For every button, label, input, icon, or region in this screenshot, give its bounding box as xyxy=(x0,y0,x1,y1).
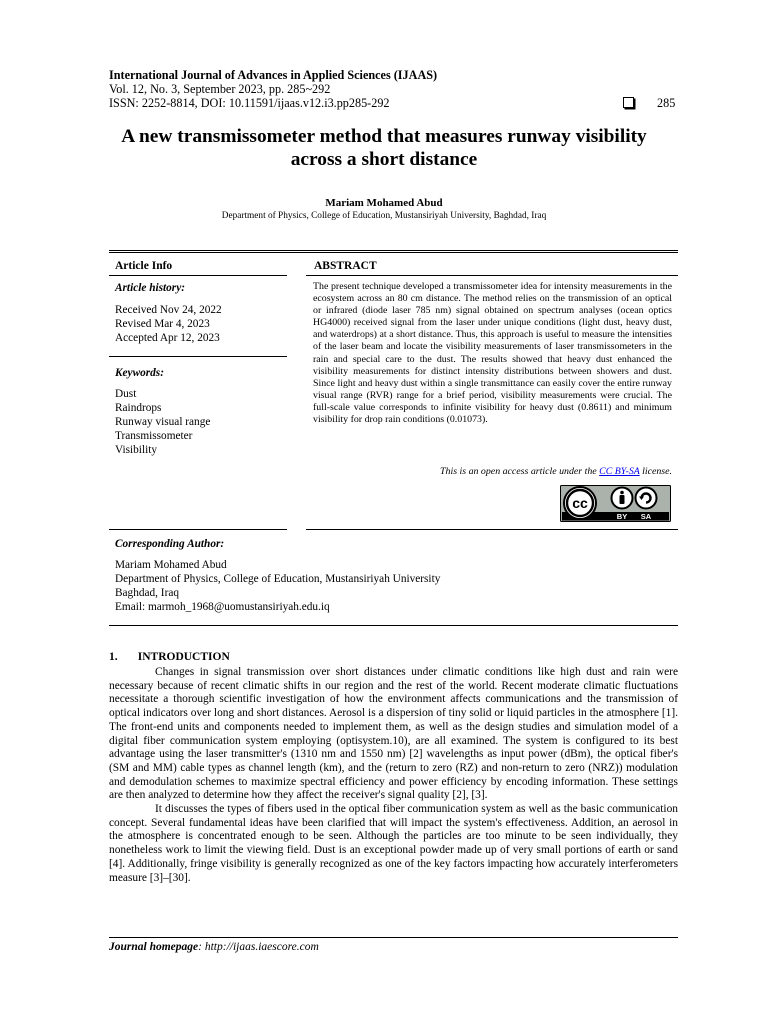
title-line-1: A new transmissometer method that measures runway visibility xyxy=(121,126,647,147)
accepted-date: Accepted Apr 12, 2023 xyxy=(115,332,220,344)
license-link[interactable]: CC BY-SA xyxy=(599,466,640,477)
abstract-heading: ABSTRACT xyxy=(314,260,377,272)
svg-text:cc: cc xyxy=(572,495,588,511)
journal-homepage xyxy=(109,941,319,953)
section-heading-introduction: 1. INTRODUCTION xyxy=(109,651,230,663)
info-bottom-rule xyxy=(109,529,287,530)
creative-commons-icon xyxy=(560,485,671,522)
author-affiliation: Department of Physics, College of Education, Mustansiriyah University, Baghdad, Iraq xyxy=(221,211,547,221)
abstract-text: The present technique developed a transmissometer idea for intensity measurements in the ecosystem across an 80 cm distance. The method relies on the transmission of an optical or infrared (diode laser 785 nm) signal obtained on spectrum analyses (ocean optics HG4000) received signal from the laser under unique conditions (light dust, heavy dust, and waterdrops) at a short distance. Thus, this approach is useful to measure the intensities of the laser beam and locate the visibility measurements of laser transmissometers in the rain and special care to the dust. The results showed that heavy dust enhanced the visibility measurements for distinct intensity distributions between showers and dust. Since light and heavy dust within a single transmittance can easily cover the entire runway visual range (RVR) range for a brief period, visibility measurements were crucial. The full-scale value corresponds to infinite visibility for heavy dust (0.8611) and minimum visibility for drop rain conditions (0.01073). xyxy=(313,281,672,426)
open-access-prefix: This is an open access article under the xyxy=(440,466,600,477)
corresponding-rule xyxy=(109,625,678,626)
author-name: Mariam Mohamed Abud xyxy=(325,197,443,209)
received-date: Received Nov 24, 2022 xyxy=(115,304,222,316)
corresponding-email: Email: marmoh_1968@uomustansiriyah.edu.iq xyxy=(115,601,330,613)
article-title xyxy=(90,125,678,171)
page-number: 285 xyxy=(657,96,676,110)
keyword-item: Transmissometer xyxy=(115,430,193,442)
footer-label: Journal homepage xyxy=(109,941,199,953)
info-heading-rule xyxy=(109,275,287,276)
keywords-heading: Keywords: xyxy=(115,367,164,379)
introduction-body xyxy=(109,666,678,885)
journal-issn-doi: ISSN: 2252-8814, DOI: 10.11591/ijaas.v12.i3.pp285-292 xyxy=(109,96,390,110)
keyword-item: Runway visual range xyxy=(115,416,211,428)
keyword-item: Dust xyxy=(115,388,137,400)
badge-by-label: BY xyxy=(616,512,628,522)
introduction-paragraph: Changes in signal transmission over short distances under climatic conditions like high dust and rain were necessary because of recent climatic shifts in our region and the rest of the world. Recent moderate climatic fluctuations necessitate a thorough scientific investigation of how the environment affects communications and the transmission of optical indicators over long and short distances. Aerosol is a dispersion of tiny solid or liquid particles in the atmosphere [1]. The front-end units and components needed to implement them, as well as the design studies and simulation model of a digital fiber communication system employing (optisystem.10), are all examined. The system is configured to its best advantage using the laser transmitter's (1310 nm and 1550 nm) [2] wavelengths as input power (dBm), the optical fiber's (SM and MM) cable types as channel length (km), and the (return to zero (RZ) and non-return to zero (NRZ)) modulation and demodulation schemes to maximize spectral efficiency and power efficiency by encoding information. These settings are then analyzed to determine how they affect the receiver's signal quality [2], [3]. xyxy=(109,666,678,802)
article-info-heading: Article Info xyxy=(115,260,173,272)
badge-sa-label: SA xyxy=(640,512,652,522)
top-divider-2 xyxy=(109,252,678,253)
revised-date: Revised Mar 4, 2023 xyxy=(115,318,210,330)
corresponding-author-heading: Corresponding Author: xyxy=(115,538,225,550)
keyword-item: Visibility xyxy=(115,444,158,456)
cc-by-sa-badge[interactable] xyxy=(560,485,671,527)
abstract-bottom-rule xyxy=(306,529,678,530)
corresponding-name: Mariam Mohamed Abud xyxy=(115,559,227,571)
history-heading: Article history: xyxy=(115,282,185,294)
journal-name: International Journal of Advances in Applied Sciences (IJAAS) xyxy=(109,68,438,82)
corresponding-department: Department of Physics, College of Education, Mustansiriyah University xyxy=(115,573,441,585)
introduction-paragraph: It discusses the types of fibers used in the optical fiber communication system as well as the basic communication concept. Several fundamental ideas have been clarified that will impact the system's effectiveness. Addition, an aerosol in the atmosphere is concentrated enough to be seen. Although the particles are too minute to be seen individually, they nonetheless work to limit the viewing field. Dust is an exceptional powder made up of very small portions of earth or sand [4]. Additionally, fringe visibility is generally recognized as one of the key factors impacting how accurately interferometers measure [3]–[30]. xyxy=(109,803,678,884)
journal-volume: Vol. 12, No. 3, September 2023, pp. 285~292 xyxy=(109,82,331,96)
square-bullet-icon xyxy=(623,97,634,108)
footer-rule xyxy=(109,937,678,938)
title-line-2: across a short distance xyxy=(290,149,478,170)
open-access-notice xyxy=(313,466,672,477)
abstract-heading-rule xyxy=(306,275,678,276)
open-access-suffix: license. xyxy=(639,466,672,477)
corresponding-city: Baghdad, Iraq xyxy=(115,587,179,599)
top-divider xyxy=(109,250,678,251)
history-rule xyxy=(109,356,287,357)
keyword-item: Raindrops xyxy=(115,402,162,414)
footer-url[interactable]: : http://ijaas.iaescore.com xyxy=(198,941,319,953)
